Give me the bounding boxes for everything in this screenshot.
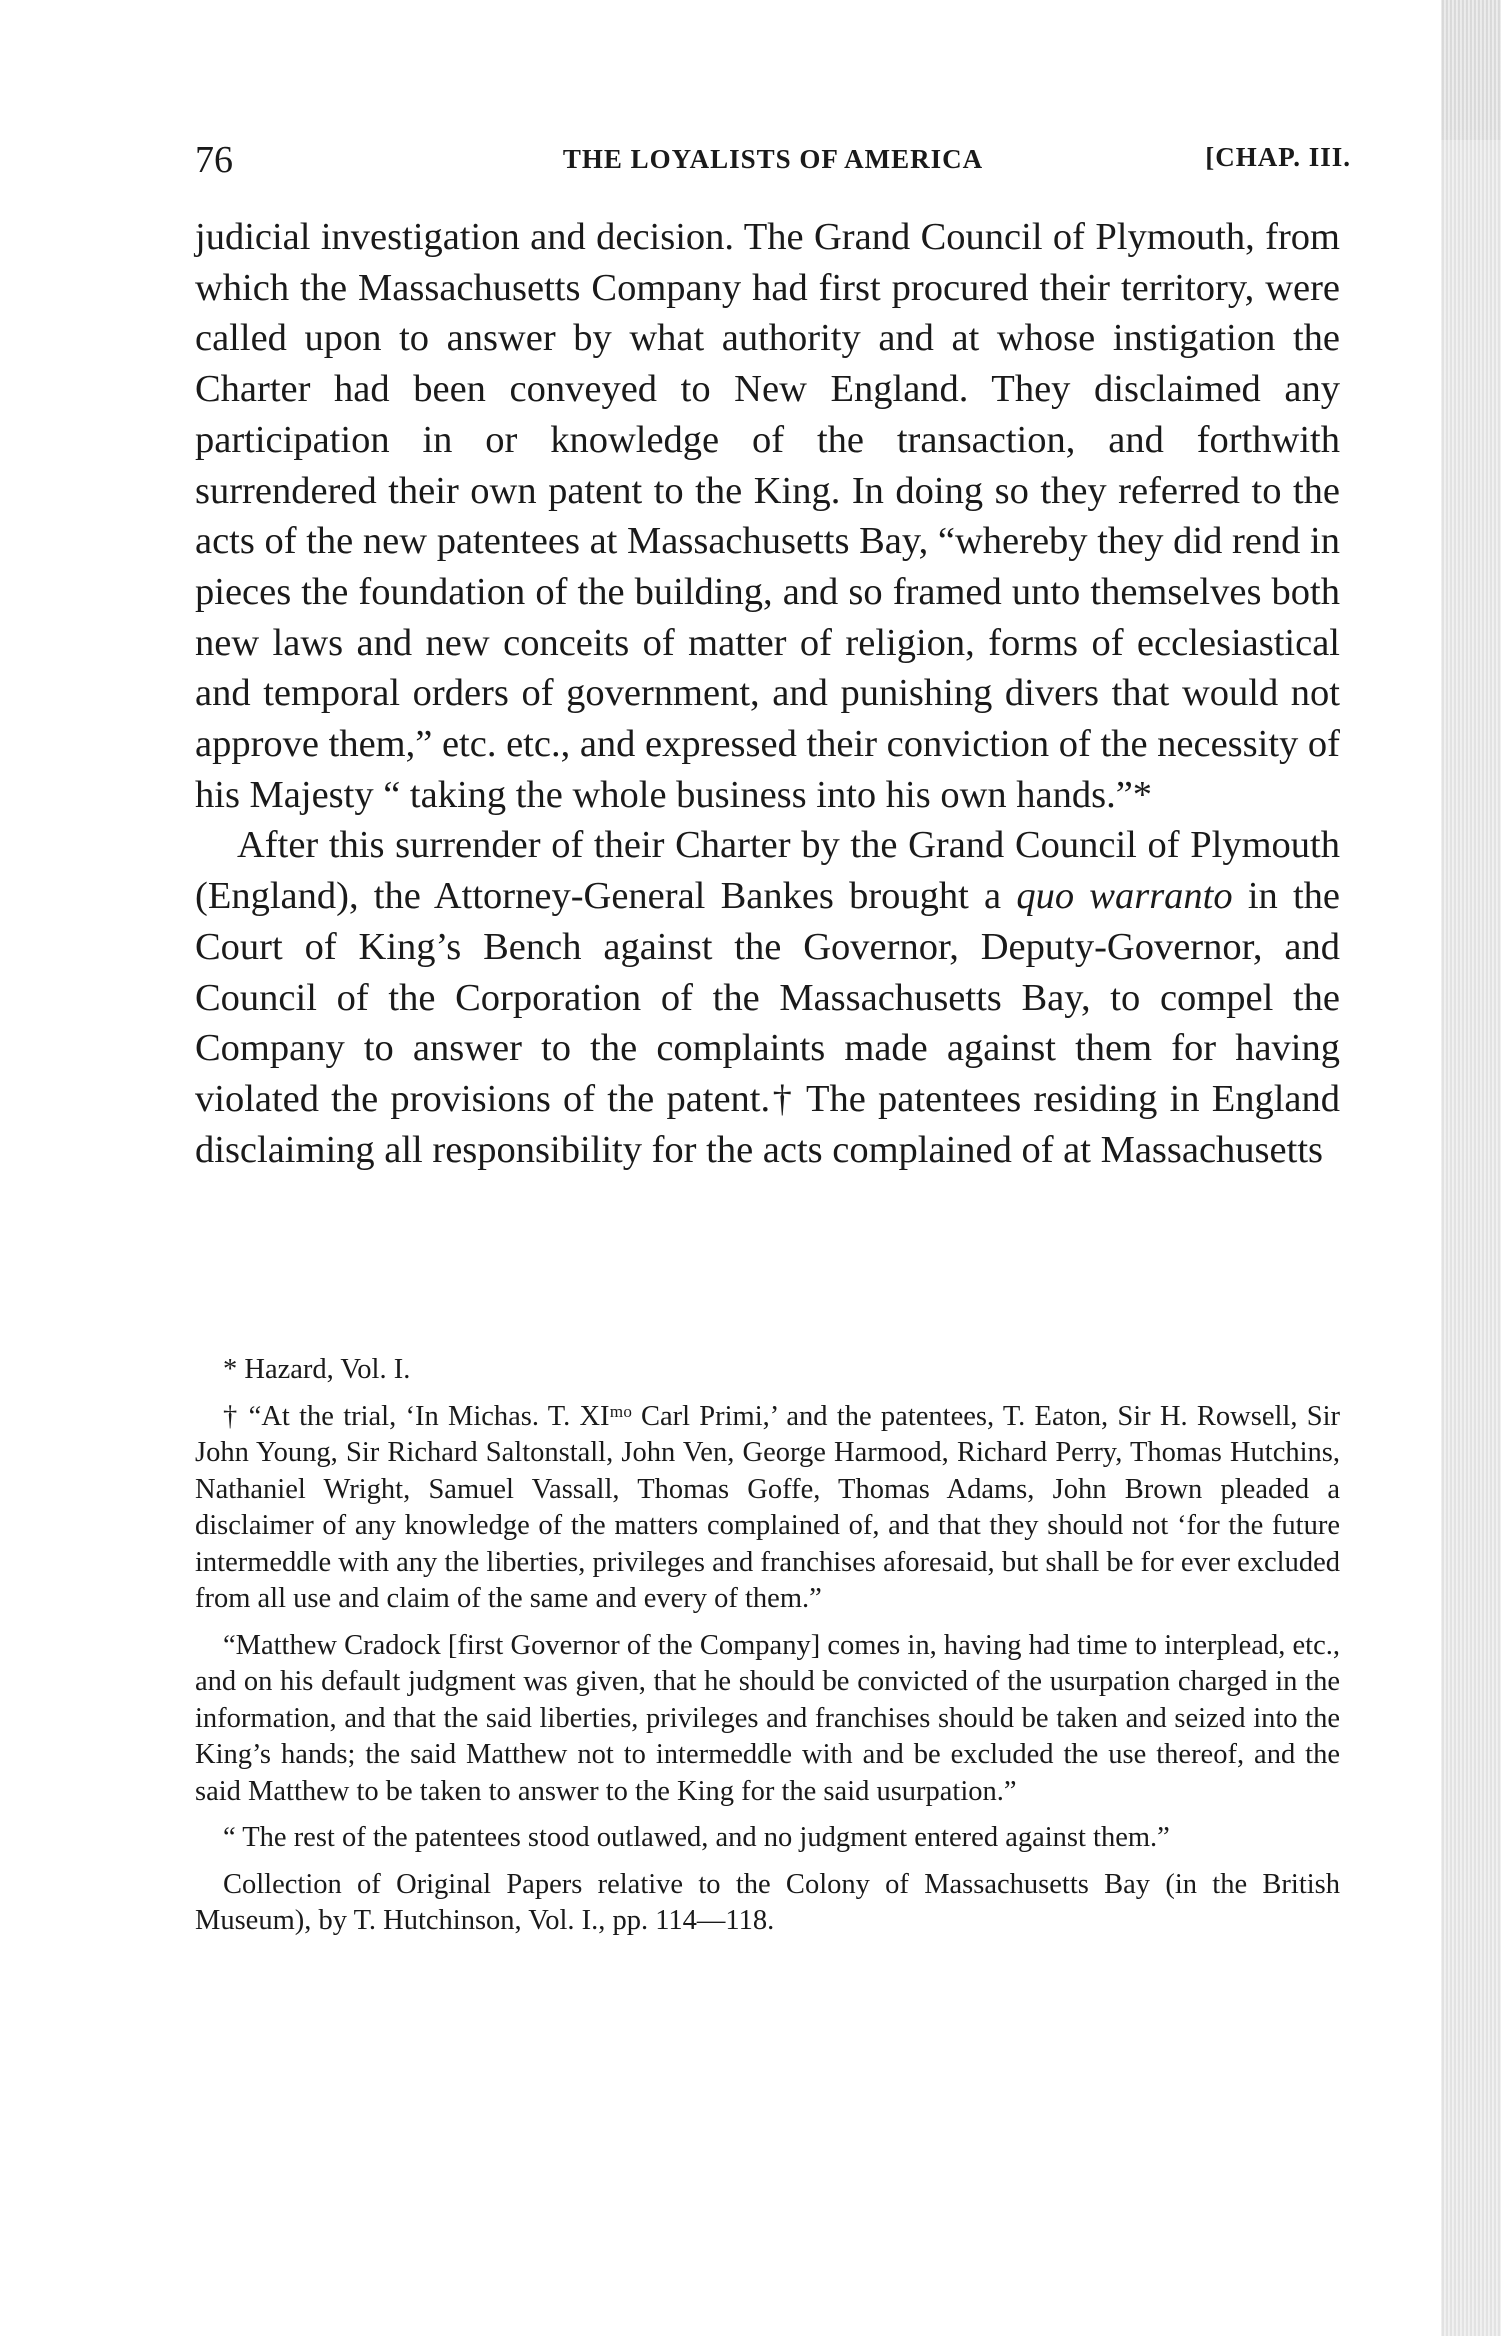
quo-warranto-italic: quo warranto	[1016, 875, 1233, 918]
running-header	[195, 138, 1351, 182]
chapter-label: [CHAP. III.	[1205, 142, 1351, 172]
paragraph-1: judicial investigation and decision. The Grand Council of Plymouth, from which the Massachusetts Company had first procured their territory, were called upon to answer by what authority and at whose instigation the Charter had been conveyed to New England. They disclaimed any participation in or knowledge of the transaction, and forthwith surrendered their own patent to the King. In doing so they referred to the acts of the new patentees at Massachusetts Bay, “whereby they did rend in pieces the foundation of the building, and so framed unto themselves both new laws and new conceits of matter of religion, forms of ecclesiastical and temporal orders of government, and punishing divers that would not approve them,” etc. etc., and expressed their conviction of the necessity of his Majesty “ taking the whole business into his own hands.”*	[195, 216, 1340, 816]
paragraph-2	[195, 820, 1340, 1175]
footnote-source: Collection of Original Papers relative to the Colony of Massachusetts Bay (in the British Museum), by T. Hutchinson, Vol. I., pp. 114—118.	[195, 1868, 1340, 1936]
body-text	[195, 212, 1340, 1175]
footnote-cradock: “Matthew Cradock [first Governor of the Company] comes in, having had time to interplead, etc., and on his default judgment was given, that he should be convicted of the usurpation charged in the information, and that the said liberties, privileges and franchises should be taken and seized into the King’s hands; the said Matthew not to intermeddle with and be excluded the use thereof, and the said Matthew to be taken to answer to the King for the said usurpation.”	[195, 1629, 1340, 1807]
page-number: 76	[195, 139, 233, 181]
footnote-hazard: * Hazard, Vol. I.	[223, 1354, 411, 1385]
footnote-outlawed: “ The rest of the patentees stood outlawed, and no judgment entered against them.”	[223, 1822, 1170, 1853]
footnotes	[195, 1352, 1340, 1940]
paragraph-2-end: in the Court of King’s Bench against the Governor, Deputy-Governor, and Council of the Corporation of the Massachusetts Bay, to compel the Company to answer to the complaints made against them for having violated the provisions of the patent.† The patentees residing in England disclaiming all responsibility for the acts complained of at Massachusetts	[195, 875, 1341, 1171]
paragraph-2-start: After this surrender of their Charter by the Grand Council of Plymouth (England), the Attorney-General Bankes brought a	[195, 824, 1340, 918]
page-edge-shadow	[1441, 0, 1501, 2336]
footnote-trial: † “At the trial, ‘In Michas. T. XIᵐᵒ Carl Primi,’ and the patentees, T. Eaton, Sir H. Rowsell, Sir John Young, Sir Richard Saltonstall, John Ven, George Harmood, Richard Perry, Thomas Hutchins, Nathaniel Wright, Samuel Vassall, Thomas Goffe, Thomas Adams, John Brown pleaded a disclaimer of any knowledge of the matters complained of, and that they should not ‘for the future intermeddle with any the liberties, privileges and franchises aforesaid, but shall be for ever excluded from all use and claim of the same and every of them.”	[195, 1400, 1340, 1614]
running-title: THE LOYALISTS OF AMERICA	[562, 144, 984, 174]
